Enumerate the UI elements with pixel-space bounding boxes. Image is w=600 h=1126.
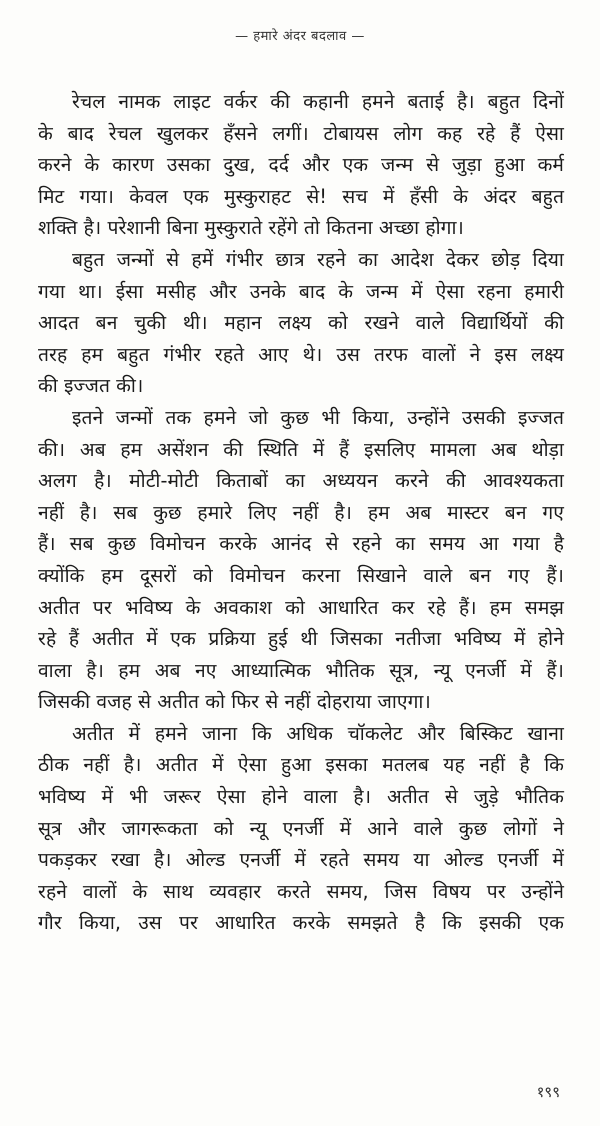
body-text xyxy=(38,86,564,939)
text-line: आदत बन चुकी थी। महान लक्ष्य को रखने वाले विद्यार्थियों की xyxy=(38,311,564,335)
text-line: गौर किया, उस पर आधारित करके समझते है कि इसकी एक xyxy=(38,911,564,935)
text-line: ठीक नहीं है। अतीत में ऐसा हुआ इसका मतलब यह नहीं है कि xyxy=(38,753,564,777)
text-line: रेचल नामक लाइट वर्कर की कहानी हमने बताई है। बहुत दिनों xyxy=(72,90,564,113)
paragraph-4 xyxy=(38,718,564,939)
text-line: क्योंकि हम दूसरों को विमोचन करना सिखाने वाले बन गए हैं। xyxy=(38,563,564,587)
text-line: की। अब हम असेंशन की स्थिति में हैं इसलिए मामला अब थोड़ा xyxy=(38,437,564,461)
paragraph-2 xyxy=(38,244,564,402)
text-line: अतीत में हमने जाना कि अधिक चॉकलेट और बिस्किट खाना xyxy=(72,721,564,745)
page-number: १९९ xyxy=(536,1083,560,1101)
text-line: पकड़कर रखा है। ओल्ड एनर्जी में रहते समय या ओल्ड एनर्जी में xyxy=(38,848,564,872)
text-line: जिसकी वजह से अतीत को फिर से नहीं दोहराया जाएगा। xyxy=(38,690,431,714)
text-line: हैं। सब कुछ विमोचन करके आनंद से रहने का समय आ गया है xyxy=(38,532,564,556)
text-line: नहीं है। सब कुछ हमारे लिए नहीं है। हम अब मास्टर बन गए xyxy=(38,500,564,524)
paragraph-3 xyxy=(38,402,564,718)
text-line: की इज्जत की। xyxy=(38,374,144,398)
text-line: रहे हैं अतीत में एक प्रक्रिया हुई थी जिसका नतीजा भविष्य में होने xyxy=(38,627,564,651)
text-line: मिट गया। केवल एक मुस्कुराहट से! सच में हँसी के अंदर बहुत xyxy=(38,184,564,208)
text-line: करने के कारण उसका दुख, दर्द और एक जन्म से जुड़ा हुआ कर्म xyxy=(38,153,564,177)
paragraph-1 xyxy=(38,86,564,244)
text-line: के बाद रेचल खुलकर हँसने लगीं। टोबायस लोग कह रहे हैं ऐसा xyxy=(38,121,564,145)
text-line: बहुत जन्मों से हमें गंभीर छात्र रहने का आदेश देकर छोड़ दिया xyxy=(72,247,564,271)
text-line: इतने जन्मों तक हमने जो कुछ भी किया, उन्होंने उसकी इज्जत xyxy=(72,405,564,429)
text-line: भविष्य में भी जरूर ऐसा होने वाला है। अतीत से जुड़े भौतिक xyxy=(38,785,564,809)
text-line: रहने वालों के साथ व्यवहार करते समय, जिस विषय पर उन्होंने xyxy=(38,879,564,903)
text-line: गया था। ईसा मसीह और उनके बाद के जन्म में ऐसा रहना हमारी xyxy=(38,279,564,303)
text-line: शक्ति है। परेशानी बिना मुस्कुराते रहेंगे तो कितना अच्छा होगा। xyxy=(38,216,464,240)
text-line: अतीत पर भविष्य के अवकाश को आधारित कर रहे हैं। हम समझ xyxy=(38,595,564,619)
text-line: अलग है। मोटी-मोटी किताबों का अध्ययन करने की आवश्यकता xyxy=(38,469,564,493)
text-line: सूत्र और जागरूकता को न्यू एनर्जी में आने वाले कुछ लोगों ने xyxy=(38,816,564,840)
text-line: वाला है। हम अब नए आध्यात्मिक भौतिक सूत्र, न्यू एनर्जी में हैं। xyxy=(38,658,564,682)
text-line: तरह हम बहुत गंभीर रहते आए थे। उस तरफ वालों ने इस लक्ष्य xyxy=(38,342,564,366)
running-header: — हमारे अंदर बदलाव — xyxy=(235,29,365,44)
